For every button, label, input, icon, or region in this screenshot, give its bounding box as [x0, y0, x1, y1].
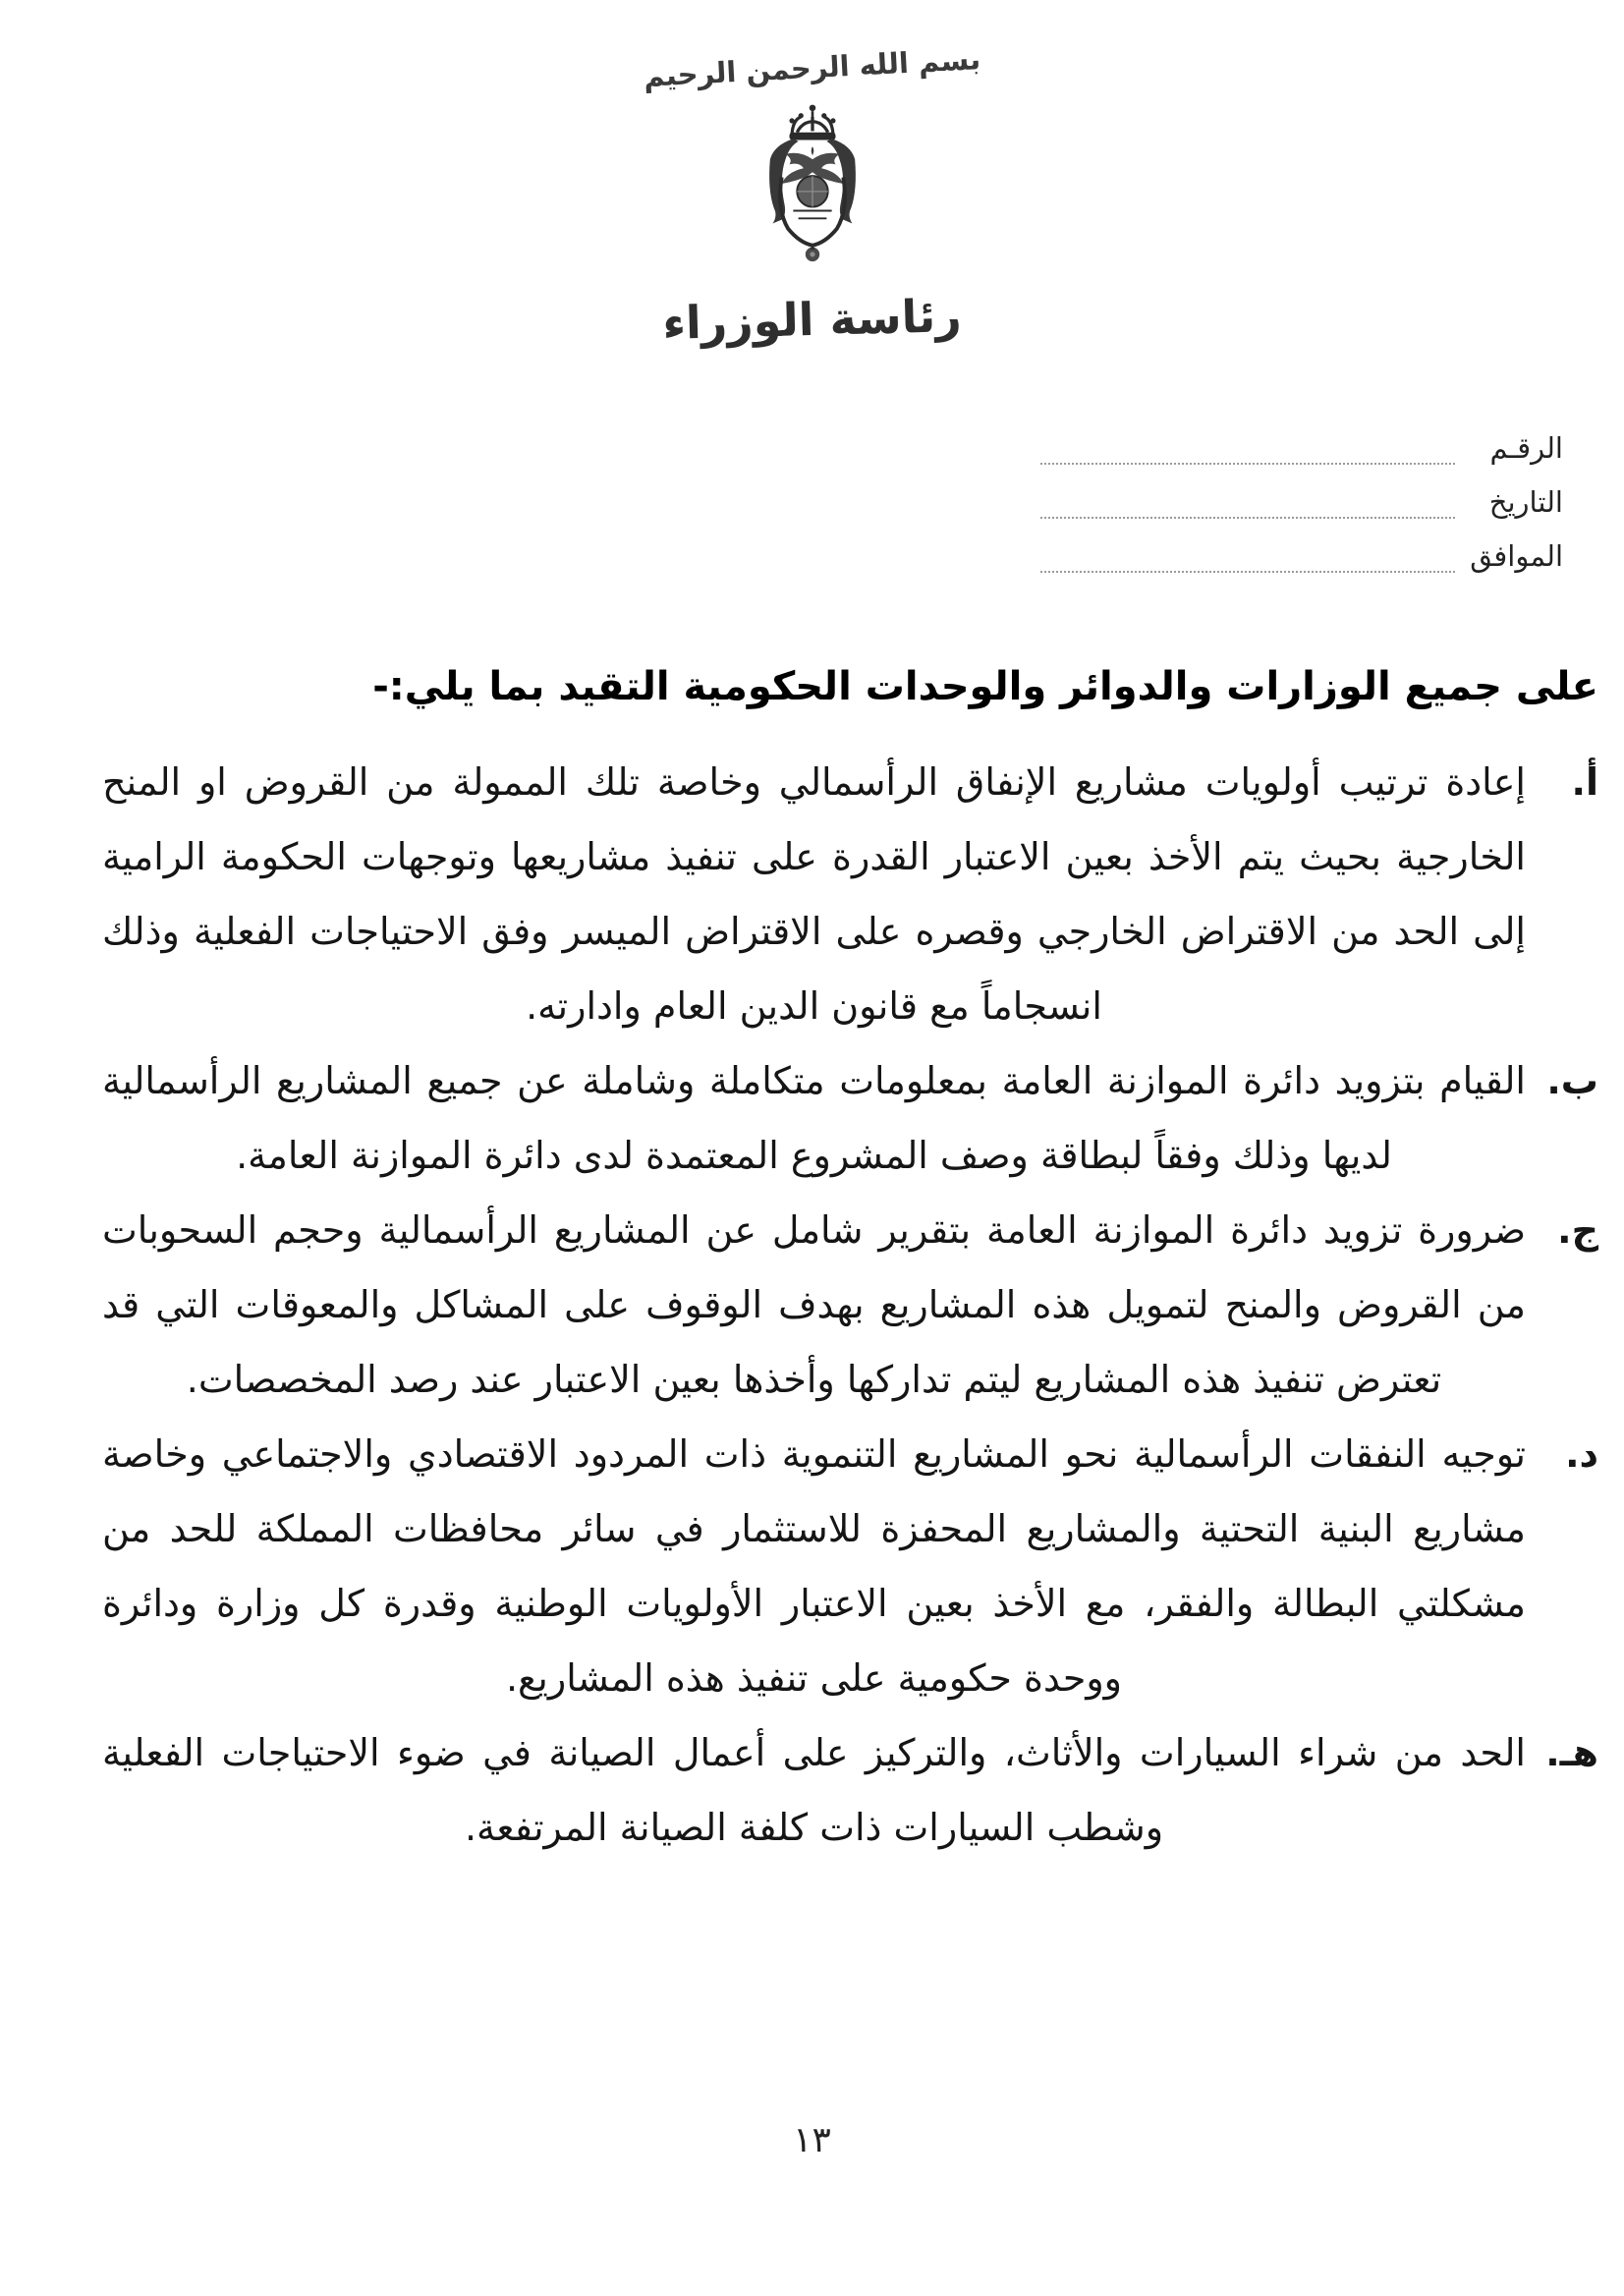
directive-heading: على جميع الوزارات والدوائر والوحدات الحكومية التقيد بما يلي:-: [372, 664, 1598, 709]
ref-row-corresponding: [1040, 519, 1563, 573]
list-item-jeem: [102, 1193, 1598, 1417]
reference-fields: [1040, 411, 1563, 573]
list-item-dal: [102, 1417, 1598, 1715]
list-item-marker: ب.: [1546, 1059, 1598, 1102]
date-field-dotted-line: [1040, 479, 1455, 519]
corresponding-field-label: الموافق: [1470, 539, 1563, 574]
list-item-text: الحد من شراء السيارات والأثاث، والتركيز على أعمال الصيانة في ضوء الاحتياجات الفعلية وشطب السيارات ذات كلفة الصيانة المرتفعة.: [102, 1731, 1526, 1849]
list-item-marker: ج.: [1557, 1208, 1598, 1252]
list-item-alef: [102, 745, 1598, 1043]
ref-row-date: [1040, 465, 1563, 519]
list-item-text: القيام بتزويد دائرة الموازنة العامة بمعلومات متكاملة وشاملة عن جميع المشاريع الرأسمالية لديها وذلك وفقاً لبطاقة وصف المشروع المعتمدة لدى دائرة الموازنة العامة.: [102, 1059, 1526, 1177]
number-field-dotted-line: [1040, 425, 1455, 465]
letterhead: [0, 0, 1624, 350]
list-item-marker: د.: [1565, 1432, 1598, 1476]
list-item-text: إعادة ترتيب أولويات مشاريع الإنفاق الرأسمالي وخاصة تلك الممولة من القروض او المنح الخارجية بحيث يتم الأخذ بعين الاعتبار القدرة على تنفيذ مشاريعها وتوجهات الحكومة الرامية إلى الحد من الاقتراض الخارجي وقصره على الاقتراض الميسر وفق الاحتياجات الفعلية وذلك انسجاماً مع قانون الدين العام وادارته.: [102, 760, 1526, 1028]
directive-list: [102, 745, 1598, 1865]
basmala-calligraphy: بسم الله الرحمن الرحيم: [643, 42, 981, 93]
list-item-text: ضرورة تزويد دائرة الموازنة العامة بتقرير شامل عن المشاريع الرأسمالية وحجم السحوبات من القروض والمنح لتمويل هذه المشاريع بهدف الوقوف على المشاكل والمعوقات التي قد تعترض تنفيذ هذه المشاريع ليتم تداركها وأخذها بعين الاعتبار عند رصد المخصصات.: [102, 1208, 1526, 1401]
number-field-label: الرقـم: [1489, 431, 1563, 466]
ministry-name-calligraphy: رئاسة الوزراء: [661, 289, 963, 350]
jordan-coat-of-arms-icon: [747, 100, 878, 267]
list-item-marker: أ.: [1571, 760, 1598, 804]
page-number: ١٣: [793, 2120, 831, 2160]
list-item-ba: [102, 1043, 1598, 1193]
list-item-text: توجيه النفقات الرأسمالية نحو المشاريع التنموية ذات المردود الاقتصادي والاجتماعي وخاصة مشاريع البنية التحتية والمشاريع المحفزة للاستثمار في سائر محافظات المملكة للحد من مشكلتي البطالة والفقر، مع الأخذ بعين الاعتبار الأولويات الوطنية وقدرة كل وزارة ودائرة ووحدة حكومية على تنفيذ هذه المشاريع.: [102, 1432, 1526, 1700]
list-item-marker: هـ.: [1545, 1731, 1598, 1774]
list-item-ha: [102, 1715, 1598, 1865]
ref-row-number: [1040, 411, 1563, 465]
date-field-label: التاريخ: [1488, 485, 1563, 520]
corresponding-field-dotted-line: [1040, 533, 1455, 573]
